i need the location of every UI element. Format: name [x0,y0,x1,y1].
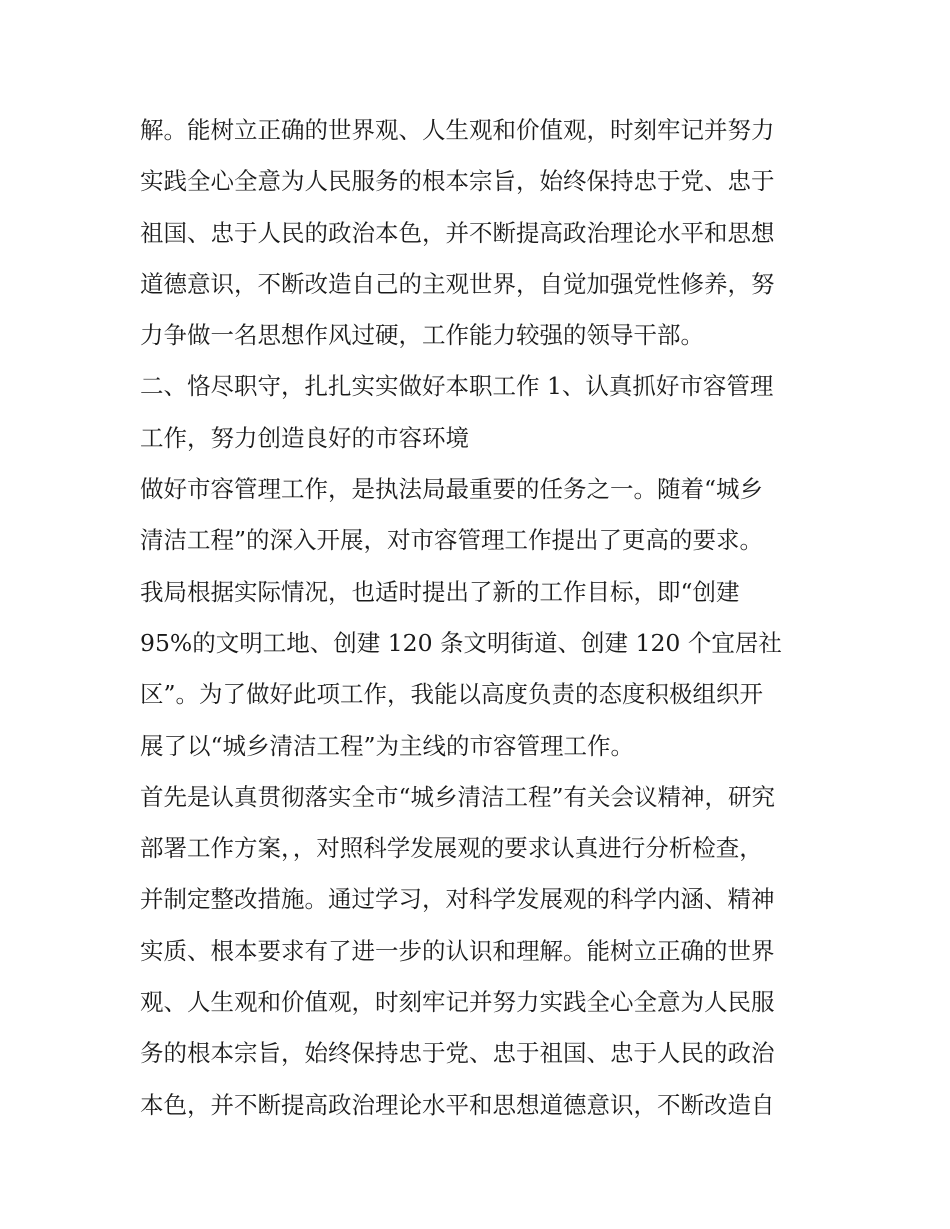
text-line: 清洁工程”的深入开展，对市容管理工作提出了更高的要求。 [140,526,764,555]
text-line: 实践全心全意为人民服务的根本宗旨，始终保持忠于党、忠于 [140,167,775,196]
text-line: 祖国、忠于人民的政治本色，并不断提高政治理论水平和思想 [140,218,775,247]
section-heading-line: 二、恪尽职守，扎扎实实做好本职工作 1、认真抓好市容管理 [140,372,774,401]
section-heading-line: 工作，努力创造良好的市容环境 [140,423,469,452]
text-line: 并制定整改措施。通过学习，对科学发展观的科学内涵、精神 [140,885,775,914]
text-line: 本色，并不断提高政治理论水平和思想道德意识，不断改造自 [140,1090,775,1119]
text-line: 首先是认真贯彻落实全市“城乡清洁工程”有关会议精神，研究 [140,782,776,811]
text-line: 道德意识，不断改造自己的主观世界，自觉加强党性修养，努 [140,269,775,298]
text-line: 务的根本宗旨，始终保持忠于党、忠于祖国、忠于人民的政治 [140,1039,775,1068]
text-line: 区”。为了做好此项工作，我能以高度负责的态度积极组织开 [140,680,764,709]
text-line: 观、人生观和价值观，时刻牢记并努力实践全心全意为人民服 [140,988,775,1017]
text-line: 展了以“城乡清洁工程”为主线的市容管理工作。 [140,731,635,760]
text-line: 我局根据实际情况，也适时提出了新的工作目标，即“创建 [140,577,740,606]
text-line: 力争做一名思想作风过硬，工作能力较强的领导干部。 [140,321,704,350]
text-line: 95%的文明工地、创建 120 条文明街道、创建 120 个宜居社 [140,628,782,657]
text-line: 做好市容管理工作，是执法局最重要的任务之一。随着“城乡 [140,475,764,504]
text-line: 解。能树立正确的世界观、人生观和价值观，时刻牢记并努力 [140,116,775,144]
body-text [140,105,820,1131]
text-line: 实质、根本要求有了进一步的认识和理解。能树立正确的世界 [140,936,775,965]
text-line: 部署工作方案，，对照科学发展观的要求认真进行分析检查， [140,834,763,863]
